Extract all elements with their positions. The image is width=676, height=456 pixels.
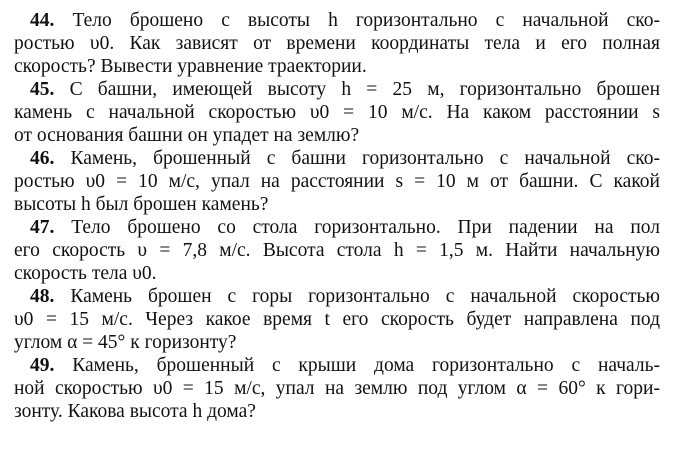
problem-line [14,147,660,170]
problem-line [14,354,660,377]
problem-text: ростью υ0. Как зависят от времени координаты тела и его полная [14,33,660,54]
problem-text: его скорость υ = 7,8 м/с. Высота стола h = 1,5 м. Найти начальную [14,240,660,261]
problem-list [14,9,660,423]
problem-45 [14,78,660,147]
problem-46 [14,147,660,216]
problem-text: ной скоростью υ0 = 15 м/с, упал на землю под углом α = 60° к гори- [14,378,660,399]
problem-number: 48. [30,286,55,307]
problem-44 [14,9,660,78]
problem-number: 44. [30,10,55,31]
problem-49 [14,354,660,423]
problem-line [14,285,660,308]
problem-text: камень с начальной скоростью υ0 = 10 м/с. На каком расстоянии s [14,102,660,123]
problem-text: углом α = 45° к горизонту? [14,332,237,353]
problem-text: Камень, брошенный с крыши дома горизонтально с началь- [72,355,661,376]
problem-47 [14,216,660,285]
problem-text: высоты h был брошен камень? [14,194,269,215]
problem-line [14,78,660,101]
problem-text: ростью υ0 = 10 м/с, упал на расстоянии s = 10 м от башни. С какой [14,171,660,192]
problem-text: υ0 = 15 м/с. Через какое время t его скорость будет направлена под [14,309,660,330]
problem-number: 47. [30,217,55,238]
problem-text: скорость тела υ0. [14,263,157,284]
problem-number: 46. [30,148,55,169]
problem-text: Камень, брошенный с башни горизонтально с начальной ско- [70,148,660,169]
problem-number: 45. [30,79,55,100]
problem-text: Тело брошено с высоты h горизонтально с начальной ско- [72,10,660,31]
problem-text: скорость? Вывести уравнение траектории. [14,56,367,77]
problem-text: Тело брошено со стола горизонтально. При падении на пол [71,217,661,238]
problem-text: от основания башни он упадет на землю? [14,125,360,146]
problem-line [14,9,660,32]
problem-text: С башни, имеющей высоту h = 25 м, горизонтально брошен [69,79,661,100]
problem-text: Камень брошен с горы горизонтально с начальной скоростью [70,286,660,307]
problem-48 [14,285,660,354]
problem-number: 49. [30,355,55,376]
problem-text: зонту. Какова высота h дома? [14,401,256,422]
problem-line [14,216,660,239]
